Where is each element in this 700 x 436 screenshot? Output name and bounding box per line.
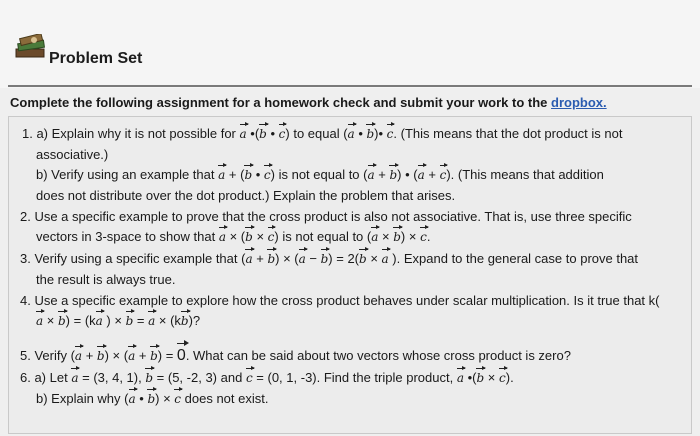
instructions — [10, 95, 607, 110]
problem-1a-line-2: associative.) — [36, 147, 109, 162]
problem-1b-line-2: does not distribute over the dot product.) Explain the problem that arises. — [36, 188, 456, 203]
problem-6a-line-1: 6. a) Let a = (3, 4, 1), b = (5, -2, 3) and c = (0, 1, -3). Find the triple product, a •(b × c). — [20, 370, 514, 385]
books-icon — [14, 34, 48, 60]
page-title: Problem Set — [49, 50, 143, 67]
dropbox-link[interactable]: dropbox. — [551, 95, 607, 110]
problem-4-line-2: a × b) = (ka ) × b = a × (kb)? — [36, 313, 201, 328]
problem-6b-line-1: b) Explain why (a • b) × c does not exist. — [36, 391, 269, 406]
header-divider — [8, 85, 692, 87]
problem-2-line-1: 2. Use a specific example to prove that the cross product is also not associative. That is, use three specific — [20, 209, 632, 224]
problem-2-line-2: vectors in 3-space to show that a × (b × c) is not equal to (a × b) × c. — [36, 229, 431, 244]
header — [0, 0, 700, 88]
problem-1a-line-1: 1. a) Explain why it is not possible for a •(b • c) to equal (a • b)• c. (This means that the dot product is not — [22, 126, 623, 141]
problem-3-line-1: 3. Verify using a specific example that (a + b) × (a − b) = 2(b × a ). Expand to the general case to prove that — [20, 251, 639, 266]
problem-3-line-2: the result is always true. — [36, 272, 176, 287]
instructions-text: Complete the following assignment for a homework check and submit your work to the — [10, 95, 552, 110]
problem-4-line-1: 4. Use a specific example to explore how the cross product behaves under scalar multiplication. Is it true that k( — [20, 293, 660, 308]
problem-5-line-1: 5. Verify (a + b) × (a + b) = 0. What can be said about two vectors whose cross product is zero? — [20, 347, 571, 364]
problem-1b-line-1: b) Verify using an example that a + (b • c) is not equal to (a + b) • (a + c). (This means that addition — [36, 167, 604, 182]
